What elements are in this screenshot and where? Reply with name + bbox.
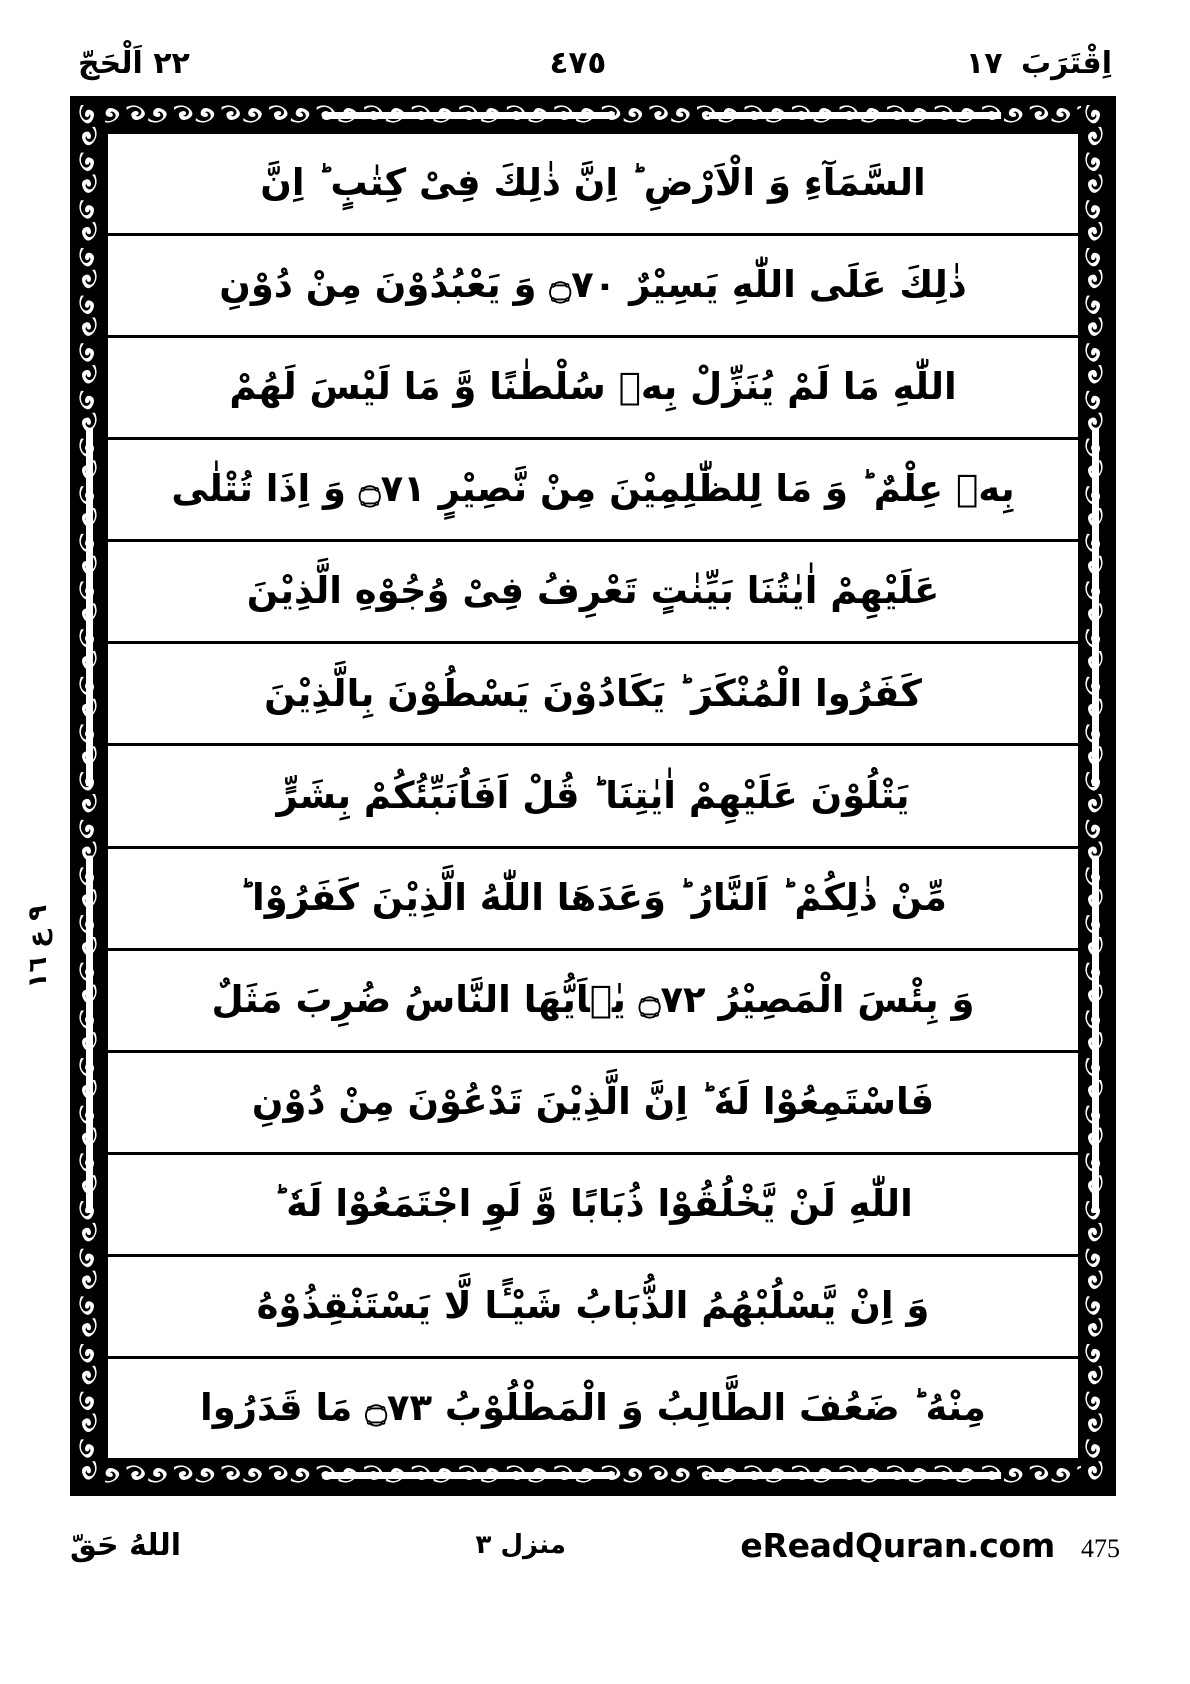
quran-line-text: فَاسْتَمِعُوْا لَهٗ ؕ اِنَّ الَّذِيْنَ تَدْعُوْنَ مِنْ دُوْنِ xyxy=(251,1079,935,1123)
quran-line-text: كَفَرُوا الْمُنْكَرَ ؕ يَكَادُوْنَ يَسْطُوْنَ بِالَّذِيْنَ xyxy=(264,671,922,715)
quran-line-text: بِهٖ عِلْمٌ ؕ وَ مَا لِلظّٰلِمِيْنَ مِنْ نَّصِيْرٍ ۝٧١ وَ اِذَا تُتْلٰى xyxy=(171,467,1015,511)
quran-line-text: ذٰلِكَ عَلَى اللّٰهِ يَسِيْرٌ ۝٧٠ وَ يَعْبُدُوْنَ مِنْ دُوْنِ xyxy=(219,263,967,307)
quran-line-text: عَلَيْهِمْ اٰيٰتُنَا بَيِّنٰتٍ تَعْرِفُ فِىْ وُجُوْهِ الَّذِيْنَ xyxy=(246,569,940,613)
quran-line-5[interactable] xyxy=(108,542,1078,644)
quran-text-block xyxy=(105,131,1081,1461)
manzil-label: منزل ٣ xyxy=(475,1530,566,1560)
quran-line-10[interactable] xyxy=(108,1053,1078,1155)
quran-line-text: وَ اِنْ يَّسْلُبْهُمُ الذُّبَابُ شَيْـًٔا لَّا يَسْتَنْقِذُوْهُ xyxy=(256,1283,930,1327)
quran-line-13[interactable] xyxy=(108,1359,1078,1458)
surah-name: اَلْحَجّ xyxy=(78,45,143,81)
page-header xyxy=(0,32,1190,94)
border-ornament-left xyxy=(75,101,105,1491)
quran-line-1[interactable] xyxy=(108,134,1078,236)
surah-number: ٢٢ xyxy=(153,45,190,81)
quran-line-3[interactable] xyxy=(108,338,1078,440)
quran-line-text: مِّنْ ذٰلِكُمْ ؕ اَلنَّارُ ؕ وَعَدَهَا اللّٰهُ الَّذِيْنَ كَفَرُوْا ؕ xyxy=(239,875,947,919)
juz-number: ١٧ xyxy=(965,45,1003,81)
site-brand-link[interactable]: eReadQuran.com xyxy=(740,1525,1055,1565)
border-ornament-right xyxy=(1081,101,1111,1491)
quran-line-9[interactable] xyxy=(108,951,1078,1053)
quran-line-12[interactable] xyxy=(108,1257,1078,1359)
quran-line-text: وَ بِئْسَ الْمَصِيْرُ ۝٧٢ يٰۤاَيُّهَا النَّاسُ ضُرِبَ مَثَلٌ xyxy=(211,977,975,1021)
quran-line-7[interactable] xyxy=(108,746,1078,848)
quran-line-2[interactable] xyxy=(108,236,1078,338)
juz-label xyxy=(966,46,1112,81)
surah-label xyxy=(78,46,190,81)
quran-lines xyxy=(108,134,1078,1458)
page-border-frame xyxy=(70,96,1116,1496)
quran-line-text: اللّٰهِ لَنْ يَّخْلُقُوْا ذُبَابًا وَّ لَوِ اجْتَمَعُوْا لَهٗ ؕ xyxy=(273,1181,913,1225)
ruku-margin-marker: ٩ ع ١٦ xyxy=(23,905,53,989)
quran-line-8[interactable] xyxy=(108,849,1078,951)
quran-line-text: اللّٰهِ مَا لَمْ يُنَزِّلْ بِهٖ سُلْطٰنًا وَّ مَا لَيْسَ لَهُمْ xyxy=(229,365,957,409)
juz-name: اِقْتَرَبَ xyxy=(1021,45,1112,81)
footer-right-group xyxy=(740,1526,1120,1565)
quran-line-text: السَّمَآءِ وَ الْاَرْضِ ؕ اِنَّ ذٰلِكَ فِىْ كِتٰبٍ ؕ اِنَّ xyxy=(260,161,926,205)
border-ornament-top xyxy=(75,101,1111,131)
quran-line-11[interactable] xyxy=(108,1155,1078,1257)
quran-line-text: مِنْهُ ؕ ضَعُفَ الطَّالِبُ وَ الْمَطْلُوْبُ ۝٧٣ مَا قَدَرُوا xyxy=(200,1386,986,1430)
border-ornament-bottom xyxy=(75,1461,1111,1491)
page-number-arabic: ٤٧٥ xyxy=(549,45,607,81)
quran-line-4[interactable] xyxy=(108,440,1078,542)
quran-line-text: يَتْلُوْنَ عَلَيْهِمْ اٰيٰتِنَا ؕ قُلْ اَفَاُنَبِّئُكُمْ بِشَرٍّ xyxy=(276,773,910,817)
page-folio-number: 475 xyxy=(1080,1533,1120,1563)
footer-attestation: اللهُ حَقّ xyxy=(70,1527,182,1563)
quran-line-6[interactable] xyxy=(108,644,1078,746)
page-footer xyxy=(0,1510,1190,1580)
